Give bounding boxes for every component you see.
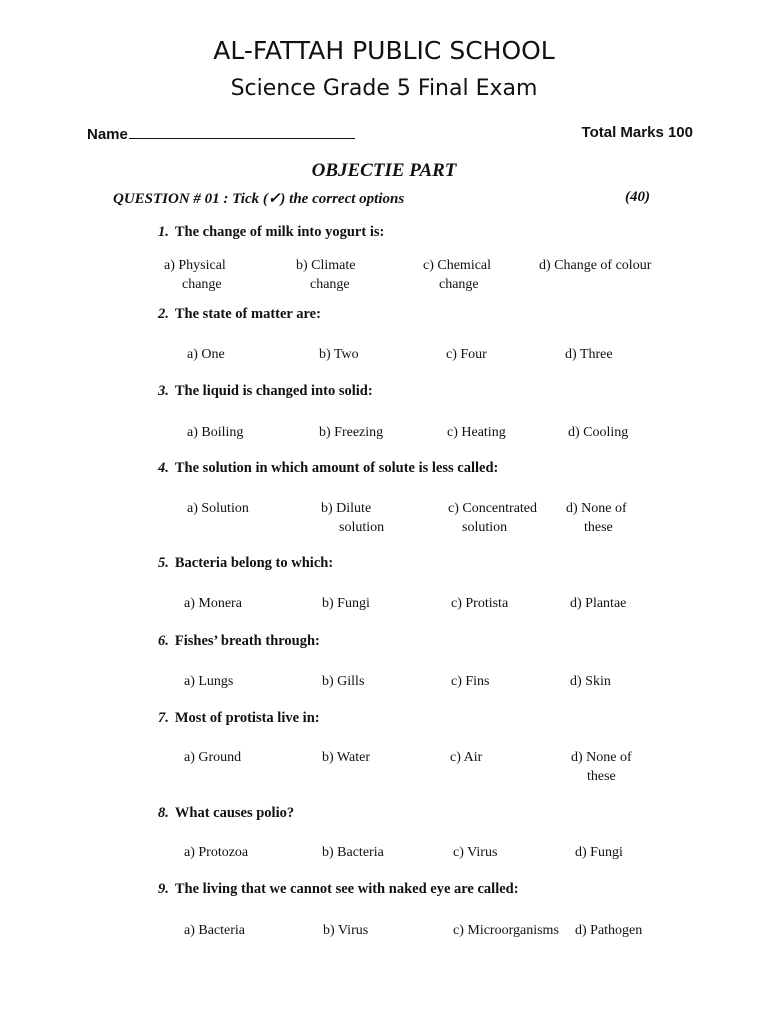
option-c[interactable] bbox=[423, 256, 491, 294]
option-label: c) Virus bbox=[453, 845, 498, 860]
question-2 bbox=[158, 306, 321, 323]
option-a[interactable] bbox=[184, 672, 233, 691]
option-label: d) Cooling bbox=[568, 425, 629, 440]
option-d[interactable] bbox=[565, 345, 613, 364]
option-label: c) Four bbox=[446, 347, 487, 362]
question-number: 2. bbox=[158, 306, 169, 322]
option-c[interactable] bbox=[450, 748, 482, 767]
total-marks: Total Marks 100 bbox=[581, 124, 693, 141]
option-label: c) Protista bbox=[451, 596, 509, 611]
question-number: 4. bbox=[158, 460, 169, 476]
question-number: 3. bbox=[158, 383, 169, 399]
option-label: b) Fungi bbox=[322, 596, 370, 611]
question-number: 1. bbox=[158, 224, 169, 240]
option-label-continued: solution bbox=[339, 520, 385, 535]
option-c[interactable] bbox=[451, 672, 490, 691]
option-a[interactable] bbox=[184, 748, 241, 767]
option-b[interactable] bbox=[319, 423, 383, 442]
option-a[interactable] bbox=[184, 921, 245, 940]
question-8 bbox=[158, 805, 294, 822]
option-label: a) Ground bbox=[184, 750, 242, 765]
question-number: 9. bbox=[158, 881, 169, 897]
question-text: The solution in which amount of solute is less called: bbox=[174, 460, 499, 476]
option-a[interactable] bbox=[164, 256, 226, 294]
exam-title: Science Grade 5 Final Exam bbox=[230, 76, 538, 101]
option-b[interactable] bbox=[319, 345, 359, 364]
option-label: c) Chemical bbox=[423, 258, 492, 273]
option-label: d) Fungi bbox=[575, 845, 623, 860]
option-label: d) None of bbox=[566, 501, 627, 516]
option-label: b) Dilute bbox=[321, 501, 372, 516]
question-text: The liquid is changed into solid: bbox=[174, 383, 373, 399]
option-label: d) Change of colour bbox=[539, 258, 652, 273]
option-label: c) Fins bbox=[451, 674, 490, 689]
option-label-continued: these bbox=[587, 769, 616, 784]
name-label: Name bbox=[87, 126, 128, 143]
option-a[interactable] bbox=[184, 594, 242, 613]
question-number: 6. bbox=[158, 633, 169, 649]
option-label: d) Skin bbox=[570, 674, 611, 689]
option-c[interactable] bbox=[448, 499, 537, 537]
section-title: OBJECTIE PART bbox=[311, 160, 457, 181]
option-c[interactable] bbox=[453, 921, 559, 940]
option-b[interactable] bbox=[322, 672, 364, 691]
option-label: a) Bacteria bbox=[184, 923, 246, 938]
question-7 bbox=[158, 710, 320, 727]
option-label: a) Protozoa bbox=[184, 845, 249, 860]
option-label: b) Freezing bbox=[319, 425, 384, 440]
question-text: The living that we cannot see with naked eye are called: bbox=[174, 881, 519, 897]
option-a[interactable] bbox=[187, 499, 249, 518]
option-label: c) Microorganisms bbox=[453, 923, 559, 938]
option-b[interactable] bbox=[296, 256, 356, 294]
option-label: c) Concentrated bbox=[448, 501, 538, 516]
question-text: Most of protista live in: bbox=[174, 710, 320, 726]
question-1 bbox=[158, 224, 384, 241]
option-c[interactable] bbox=[447, 423, 506, 442]
question-text: The state of matter are: bbox=[174, 306, 321, 322]
question-number: 7. bbox=[158, 710, 169, 726]
option-c[interactable] bbox=[451, 594, 508, 613]
question-9 bbox=[158, 881, 519, 898]
question-5 bbox=[158, 555, 333, 572]
option-label: a) Physical bbox=[164, 258, 226, 273]
option-label: a) One bbox=[187, 347, 225, 362]
question-6 bbox=[158, 633, 320, 650]
name-row bbox=[87, 124, 355, 143]
option-label: a) Boiling bbox=[187, 425, 244, 440]
option-b[interactable] bbox=[321, 499, 384, 537]
option-b[interactable] bbox=[322, 594, 370, 613]
option-d[interactable] bbox=[571, 748, 632, 786]
option-b[interactable] bbox=[323, 921, 368, 940]
option-d[interactable] bbox=[568, 423, 628, 442]
question-text: The change of milk into yogurt is: bbox=[174, 224, 385, 240]
option-label: b) Water bbox=[322, 750, 370, 765]
option-a[interactable] bbox=[187, 423, 243, 442]
question-4 bbox=[158, 460, 498, 477]
option-label: b) Virus bbox=[323, 923, 369, 938]
option-c[interactable] bbox=[446, 345, 487, 364]
question-3 bbox=[158, 383, 373, 400]
option-label: d) None of bbox=[571, 750, 632, 765]
option-d[interactable] bbox=[566, 499, 627, 537]
school-name: AL-FATTAH PUBLIC SCHOOL bbox=[213, 36, 555, 65]
question-marks: (40) bbox=[625, 189, 650, 205]
option-d[interactable] bbox=[575, 843, 623, 862]
name-blank-line[interactable] bbox=[129, 124, 355, 139]
question-number: 5. bbox=[158, 555, 169, 571]
option-d[interactable] bbox=[575, 921, 642, 940]
option-label-continued: solution bbox=[462, 520, 508, 535]
option-label: a) Lungs bbox=[184, 674, 234, 689]
option-label-continued: change bbox=[310, 277, 350, 292]
option-d[interactable] bbox=[570, 672, 611, 691]
option-label: b) Bacteria bbox=[322, 845, 384, 860]
option-label-continued: these bbox=[584, 520, 613, 535]
option-label-continued: change bbox=[439, 277, 479, 292]
option-label: b) Gills bbox=[322, 674, 365, 689]
option-a[interactable] bbox=[184, 843, 248, 862]
option-label: b) Two bbox=[319, 347, 359, 362]
question-text: What causes polio? bbox=[174, 805, 295, 821]
option-label-continued: change bbox=[182, 277, 222, 292]
question-heading: QUESTION # 01 : Tick (✓) the correct options bbox=[113, 191, 405, 207]
question-text: Fishes’ breath through: bbox=[174, 633, 320, 649]
option-b[interactable] bbox=[322, 748, 370, 767]
option-label: a) Monera bbox=[184, 596, 242, 611]
option-label: c) Heating bbox=[447, 425, 506, 440]
option-label: a) Solution bbox=[187, 501, 249, 516]
option-label: d) Plantae bbox=[570, 596, 627, 611]
option-label: b) Climate bbox=[296, 258, 356, 273]
option-d[interactable] bbox=[539, 256, 651, 275]
option-label: d) Pathogen bbox=[575, 923, 643, 938]
question-number: 8. bbox=[158, 805, 169, 821]
option-d[interactable] bbox=[570, 594, 626, 613]
option-c[interactable] bbox=[453, 843, 497, 862]
option-a[interactable] bbox=[187, 345, 225, 364]
option-label: c) Air bbox=[450, 750, 483, 765]
option-b[interactable] bbox=[322, 843, 384, 862]
option-label: d) Three bbox=[565, 347, 613, 362]
question-text: Bacteria belong to which: bbox=[174, 555, 334, 571]
